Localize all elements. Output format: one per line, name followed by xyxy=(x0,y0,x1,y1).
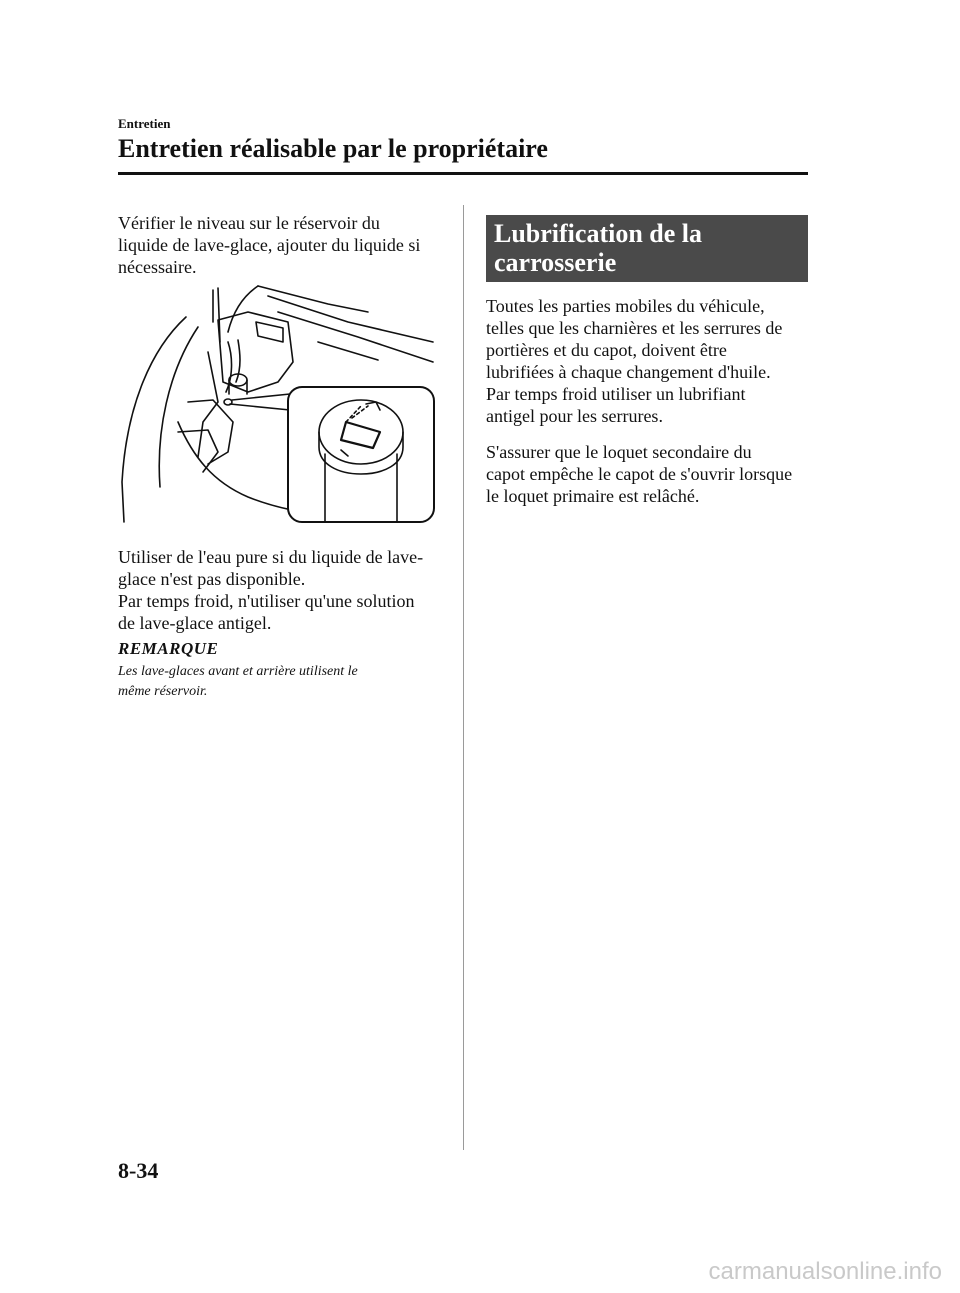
washer-fluid-reservoir-illustration xyxy=(118,282,436,527)
intro-paragraph: Vérifier le niveau sur le réservoir du liquide de lave-glace, ajouter du liquide si nécessaire. xyxy=(118,213,421,277)
lubrication-paragraph: Toutes les parties mobiles du véhicule, telles que les charnières et les serrures de portières et du capot, doivent être lubrifiées à chaque changement d'huile. Par temps froid utiliser un lubrifiant antigel pour les serrures. xyxy=(486,296,783,426)
chapter-title: Entretien réalisable par le propriétaire xyxy=(118,134,548,163)
header-rule xyxy=(118,172,808,175)
note-heading: REMARQUE xyxy=(118,639,219,658)
watermark: carmanualsonline.info xyxy=(708,1258,942,1285)
note-text: Les lave-glaces avant et arrière utilisent le même réservoir. xyxy=(118,664,358,699)
hood-latch-paragraph: S'assurer que le loquet secondaire du capot empêche le capot de s'ouvrir lorsque le loquet primaire est relâché. xyxy=(486,442,793,506)
section-label: Entretien xyxy=(118,116,171,131)
section-banner: Lubrification de la carrosserie xyxy=(486,215,808,282)
water-paragraph: Utiliser de l'eau pure si du liquide de lave- glace n'est pas disponible. Par temps froid, n'utiliser qu'une solution de lave-glace antigel. xyxy=(118,547,424,633)
page-number: 8-34 xyxy=(118,1158,159,1183)
column-divider xyxy=(463,205,464,1150)
